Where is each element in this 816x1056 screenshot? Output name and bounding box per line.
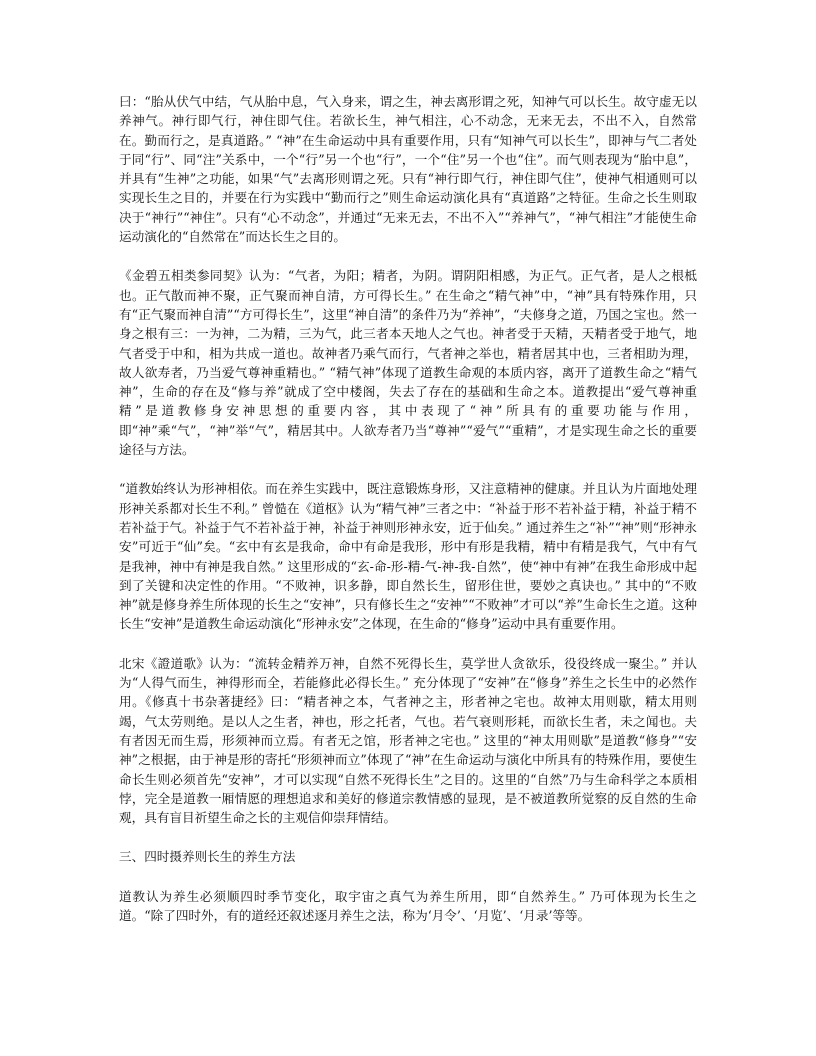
paragraph-1: 曰：“胎从伏气中结，气从胎中息，气入身来，谓之生，神去离形谓之死，知神气可以长生。故守虚无以养神气。神行即气行，神住即气住。若欲长生，神气相注，心不动念，无来无去，不出不入，自然常在。勤而行之，是真道路。” “神”在生命运动中具有重要作用，只有“知神气可以长生”，即神与气二者处于同“行”、同“注”关系中，一个“行”另一个也“行”，一个“住”另一个也“住”。而气则表现为“胎中息”，并具有“生神”之功能，如果“气”去离形则谓之死。只有“神行即气行，神住即气住”，使神气相通则可以实现长生之目的，并要在行为实践中“勤而行之”则生命运动演化具有“真道路”之特征。生命之长生则取决于“神行”“神住”。只有“心不动念”，并通过“无来无去，不出不入”“养神气”，“神气相注”才能使生命运动演化的“自然常在”而达长生之目的。 (119, 94, 697, 245)
paragraph-3: “道教始终认为形神相依。而在养生实践中，既注意锻炼身形，又注意精神的健康。并且认为片面地处理形神关系都对长生不利。” 曾慥在《道枢》认为“精气神”三者之中：“补益于形不若补益于精，补益于精不若补益于气。补益于气不若补益于神，补益于神则形神永安，近于仙矣。” 通过养生之“补”“神”则“形神永安”可近于“仙”矣。“玄中有玄是我命，命中有命是我形，形中有形是我精，精中有精是我气，气中有气是我神，神中有神是我自然。” 这里形成的“玄-命-形-精-气-神-我-自然”，使“神中有神”在我生命形成中起到了关键和决定性的作用。“不败神，识多静，即自然长生，留形住世，要妙之真诀也。” 其中的“不败神”就是修身养生所体现的长生之“安神”，只有修长生之“安神”“不败神”才可以“养”生命长生之道。这种长生“安神”是道教生命运动演化“形神永安”之体现，在生命的“修身”运动中具有重要作用。 (119, 481, 697, 632)
paragraph-5: 道教认为养生必须顺四时季节变化，取宇宙之真气为养生所用，即“自然养生。” 乃可体现为长生之道。“除了四时外，有的道经还叙述逐月养生之法，称为‘月令’、‘月览’、‘月录’等等。 (119, 888, 697, 923)
section-heading: 三、四时摄养则长生的养生方法 (119, 849, 296, 865)
paragraph-2: 《金碧五相类参同契》认为：“气者，为阳；精者，为阴。谓阴阳相感，为正气。正气者，是人之根柢也。正气散而神不聚，正气聚而神自清，方可得长生。” 在生命之“精气神”中，“神”具有特殊作用，只有“正气聚而神自清”“方可得长生”，这里“神自清”的条件乃为“养神”，“夫修身之道，乃国之宝也。然一身之根有三：一为神，二为精，三为气，此三者本天地人之气也。神者受于天精，天精者受于地气，地气者受于中和，相为共成一道也。故神者乃乘气而行，气者神之举也，精者居其中也，三者相助为理，故人欲寿者，乃当爱气尊神重精也。” “精气神”体现了道教生命观的本质内容，离开了道教生命之“精气神”，生命的存在及“修与养”就成了空中楼阁，失去了存在的基础和生命之本。道教提出“爱气尊神重精”是道教修身安神思想的重要内容，其中表现了“神”所具有的重要功能与作用，即“神”乘“气”，“神”举“气”，精居其中。人欲寿者乃当“尊神”“爱气”“重精”，才是实现生命之长的重要途径与方法。 (119, 268, 697, 458)
paragraph-4: 北宋《證道歌》认为：“流转金精养万神，自然不死得长生，莫学世人贪欲乐，役役终成一聚尘。” 并认为“人得气而生，神得形而全，若能修此必得长生。” 充分体现了“安神”在“修身”养生之长生中的必然作用。《修真十书杂著捷经》曰：“精者神之本，气者神之主，形者神之宅也。故神太用则歇，精太用则竭，气太劳则绝。是以人之生者，神也，形之托者，气也。若气衰则形耗，而欲长生者，未之闻也。夫有者因无而生焉，形须神而立焉。有者无之馆，形者神之宅也。” 这里的“神太用则歇”是道教“修身”“安神”之根据，由于神是形的寄托“形须神而立”体现了“神”在生命运动与演化中所具有的特殊作用，要使生命长生则必须首先“安神”，才可以实现“自然不死得长生”之目的。这里的“自然”乃与生命科学之本质相悖，完全是道教一厢情愿的理想追求和美好的修道宗教情感的显现，是不被道教所觉察的反自然的生命观，具有盲目祈望生命之长的主观信仰崇拜情结。 (119, 655, 697, 826)
document-page (119, 92, 697, 945)
